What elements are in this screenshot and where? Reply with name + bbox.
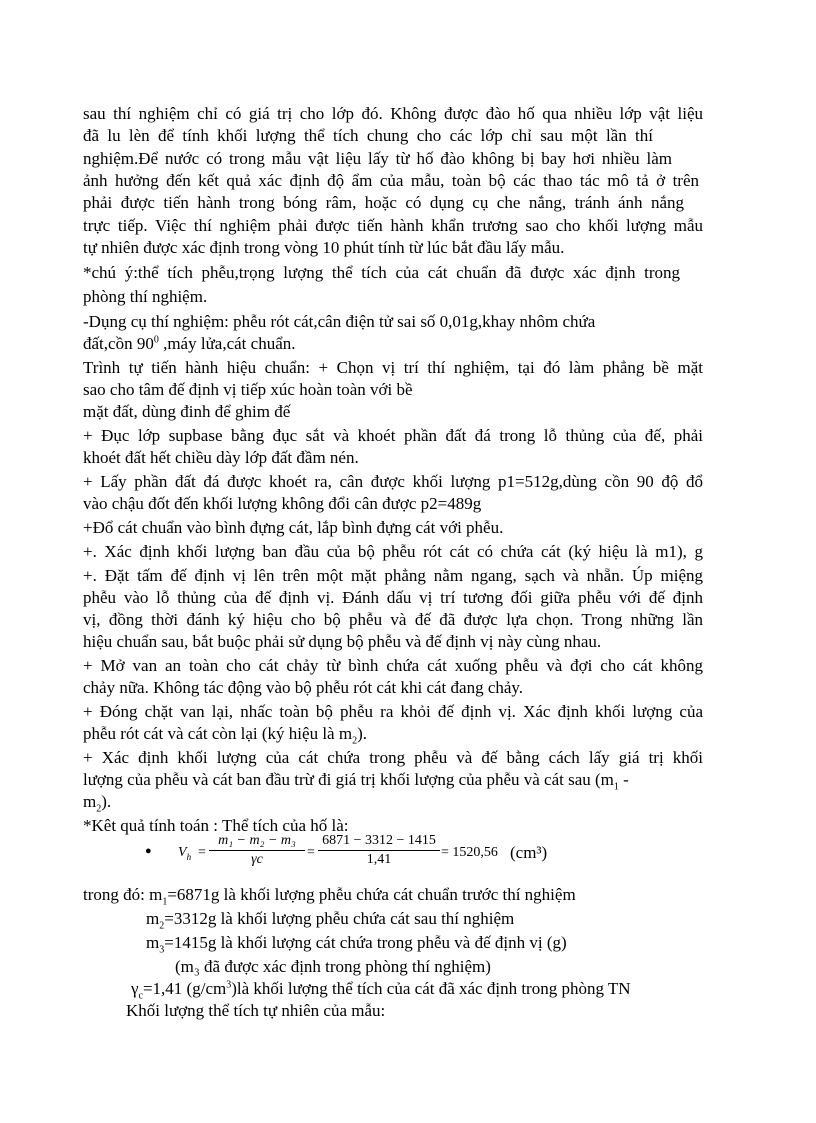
text-line (83, 884, 703, 906)
numeric-fraction (318, 833, 440, 868)
text-line: vào chậu đốt đến khối lượng không đổi cân được p2=489g (83, 494, 482, 513)
text-run: =6871g là khối lượng phễu chứa cát chuẩn trước thí nghiệm (167, 885, 576, 904)
text-line (131, 978, 751, 1000)
text-line: trực tiếp. Việc thí nghiệm phải được tiến hành khẩn trương sao cho khối lượng mẫu (83, 216, 703, 235)
formula-lhs (178, 845, 191, 861)
subscript: 3 (159, 944, 165, 956)
formula-lhs-symbol: V (178, 845, 187, 860)
bullet-icon: ● (145, 845, 152, 857)
text-run: đất,cồn 90 (83, 334, 154, 353)
equals-sign: = (198, 845, 206, 860)
text-line: + Đục lớp supbase bằng đục sắt và khoét phần đất đá trong lỗ thủng của đế, phải (83, 426, 703, 445)
text-line: Khối lượng thể tích tự nhiên của mẫu: (126, 1001, 386, 1020)
volume-formula (145, 833, 645, 877)
text-run: lượng của phễu và cát ban đầu trừ đi giá trị khối lượng của phễu và cát sau (m (83, 770, 614, 789)
text-line: +. Đặt tấm đế định vị lên trên một mặt phẳng nằm ngang, sạch và nhẵn. Úp miệng (83, 566, 703, 585)
subscript: c (138, 990, 143, 1002)
text-line: -Dụng cụ thí nghiệm: phễu rót cát,cân điện tử sai số 0,01g,khay nhôm chứa (83, 312, 596, 331)
text-line: khoét đất hết chiều dày lớp đất đầm nén. (83, 448, 359, 467)
fraction-denominator: γc (251, 852, 263, 867)
text-run: m (146, 909, 160, 928)
text-line: chảy nữa. Không tác động vào bộ phễu rót cát khi cát đang chảy. (83, 678, 524, 697)
text-run: m (83, 792, 97, 811)
text-run: =1415g là khối lượng cát chứa trong phễu và đế định vị (g) (164, 933, 567, 952)
text-line (83, 723, 703, 745)
subscript: 1 (162, 896, 168, 908)
text-line: + Đóng chặt van lại, nhấc toàn bộ phễu ra khỏi đế định vị. Xác định khối lượng của (83, 702, 703, 721)
text-line: +. Xác định khối lượng ban đầu của bộ phễu rót cát có chứa cát (ký hiệu là m1), g (83, 542, 703, 561)
text-line: phải được tiến hành trong bóng râm, hoặc có dụng cụ che nắng, tránh ánh nắng (83, 193, 684, 212)
equals-sign: = (307, 845, 315, 860)
symbolic-fraction (209, 833, 305, 868)
text-line: +Đổ cát chuẩn vào bình đựng cát, lắp bình đựng cát với phễu. (83, 518, 504, 537)
text-line: Trình tự tiến hành hiệu chuẩn: + Chọn vị trí thí nghiệm, tại đó làm phẳng bề mặt (83, 358, 703, 377)
text-run: =3312g là khối lượng phễu chứa cát sau thí nghiệm (164, 909, 515, 928)
text-run: ). (101, 792, 112, 811)
text-line (83, 333, 703, 355)
formula-lhs-sub: h (186, 851, 192, 862)
fraction-bar (318, 850, 440, 851)
text-run: trong đó: m (83, 885, 163, 904)
text-line: *chú ý:thể tích phễu,trọng lượng thể tích của cát chuẩn đã được xác định trong (83, 263, 680, 282)
text-line (83, 769, 703, 791)
text-run: m (146, 933, 160, 952)
fraction-denominator: 1,41 (366, 852, 392, 867)
text-line: sao cho tâm đế định vị tiếp xúc hoàn toàn với bề (83, 380, 413, 399)
text-run: ,máy lửa,cát chuẩn. (158, 334, 296, 353)
superscript: 3 (226, 979, 232, 991)
text-line: *Kêt quả tính toán : Thể tích của hố là: (83, 816, 349, 835)
text-run: )là khối lượng thể tích của cát đã xác định trong phòng TN (231, 979, 631, 998)
text-line (83, 791, 703, 813)
text-line: sau thí nghiệm chỉ có giá trị cho lớp đó. Không được đào hố qua nhiều lớp vật liệu (83, 104, 703, 123)
text-run: - (618, 770, 629, 789)
formula-unit: (cm³) (510, 843, 548, 862)
text-run: γ (131, 979, 139, 998)
text-line: tự nhiên được xác định trong vòng 10 phút tính từ lúc bắt đầu lấy mẫu. (83, 238, 565, 257)
text-line (146, 908, 766, 930)
text-line: phễu vào lỗ thủng của đế định vị. Đánh dấu vị trí tương đối giữa phễu với đế định (83, 588, 703, 607)
subscript: 1 (613, 781, 619, 793)
text-line: + Xác định khối lượng của cát chứa trong phễu và đế bằng cách lấy giá trị khối (83, 748, 703, 767)
subscript: 2 (159, 920, 165, 932)
text-line: nghiệm.Để nước có trong mẫu vật liệu lấy từ hố đào không bị bay hơi nhiều làm (83, 149, 672, 168)
text-run: =1,41 (g/cm (142, 979, 227, 998)
fraction-bar (209, 850, 305, 851)
text-line: ảnh hưởng đến kết quả xác định độ ẩm của mẫu, toàn bộ các thao tác mô tả ở trên (83, 171, 699, 190)
text-line (146, 932, 766, 954)
subscript: 2 (352, 735, 358, 747)
superscript: 0 (153, 334, 159, 346)
text-line: vị, đồng thời đánh ký hiệu cho bộ phễu và đế đã được lựa chọn. Trong những lần (83, 610, 703, 629)
text-line: (m₃ đã được xác định trong phòng thí nghiệm) (175, 957, 491, 976)
text-line: hiệu chuẩn sau, bắt buộc phải sử dụng bộ phễu và đế định vị này cùng nhau. (83, 632, 602, 651)
formula-result: = 1520,56 (441, 845, 498, 860)
fraction-numerator: m₁ − m₂ − m₃ (218, 833, 296, 848)
text-line: phòng thí nghiệm. (83, 287, 208, 306)
text-run: phễu rót cát và cát còn lại (ký hiệu là m (83, 724, 353, 743)
subscript: 2 (96, 803, 102, 815)
text-line: đã lu lèn để tính khối lượng thể tích chung cho các lớp chỉ sau một lần thí (83, 126, 653, 145)
fraction-numerator: 6871 − 3312 − 1415 (322, 833, 436, 848)
text-run: ). (357, 724, 367, 743)
text-line: + Mở van an toàn cho cát chảy từ bình chứa cát xuống phễu và đợi cho cát không (83, 656, 703, 675)
text-line: mặt đất, dùng đinh để ghim đế (83, 402, 291, 421)
text-line: + Lấy phần đất đá được khoét ra, cân được khối lượng p1=512g,dùng cồn 90 độ đổ (83, 472, 703, 491)
